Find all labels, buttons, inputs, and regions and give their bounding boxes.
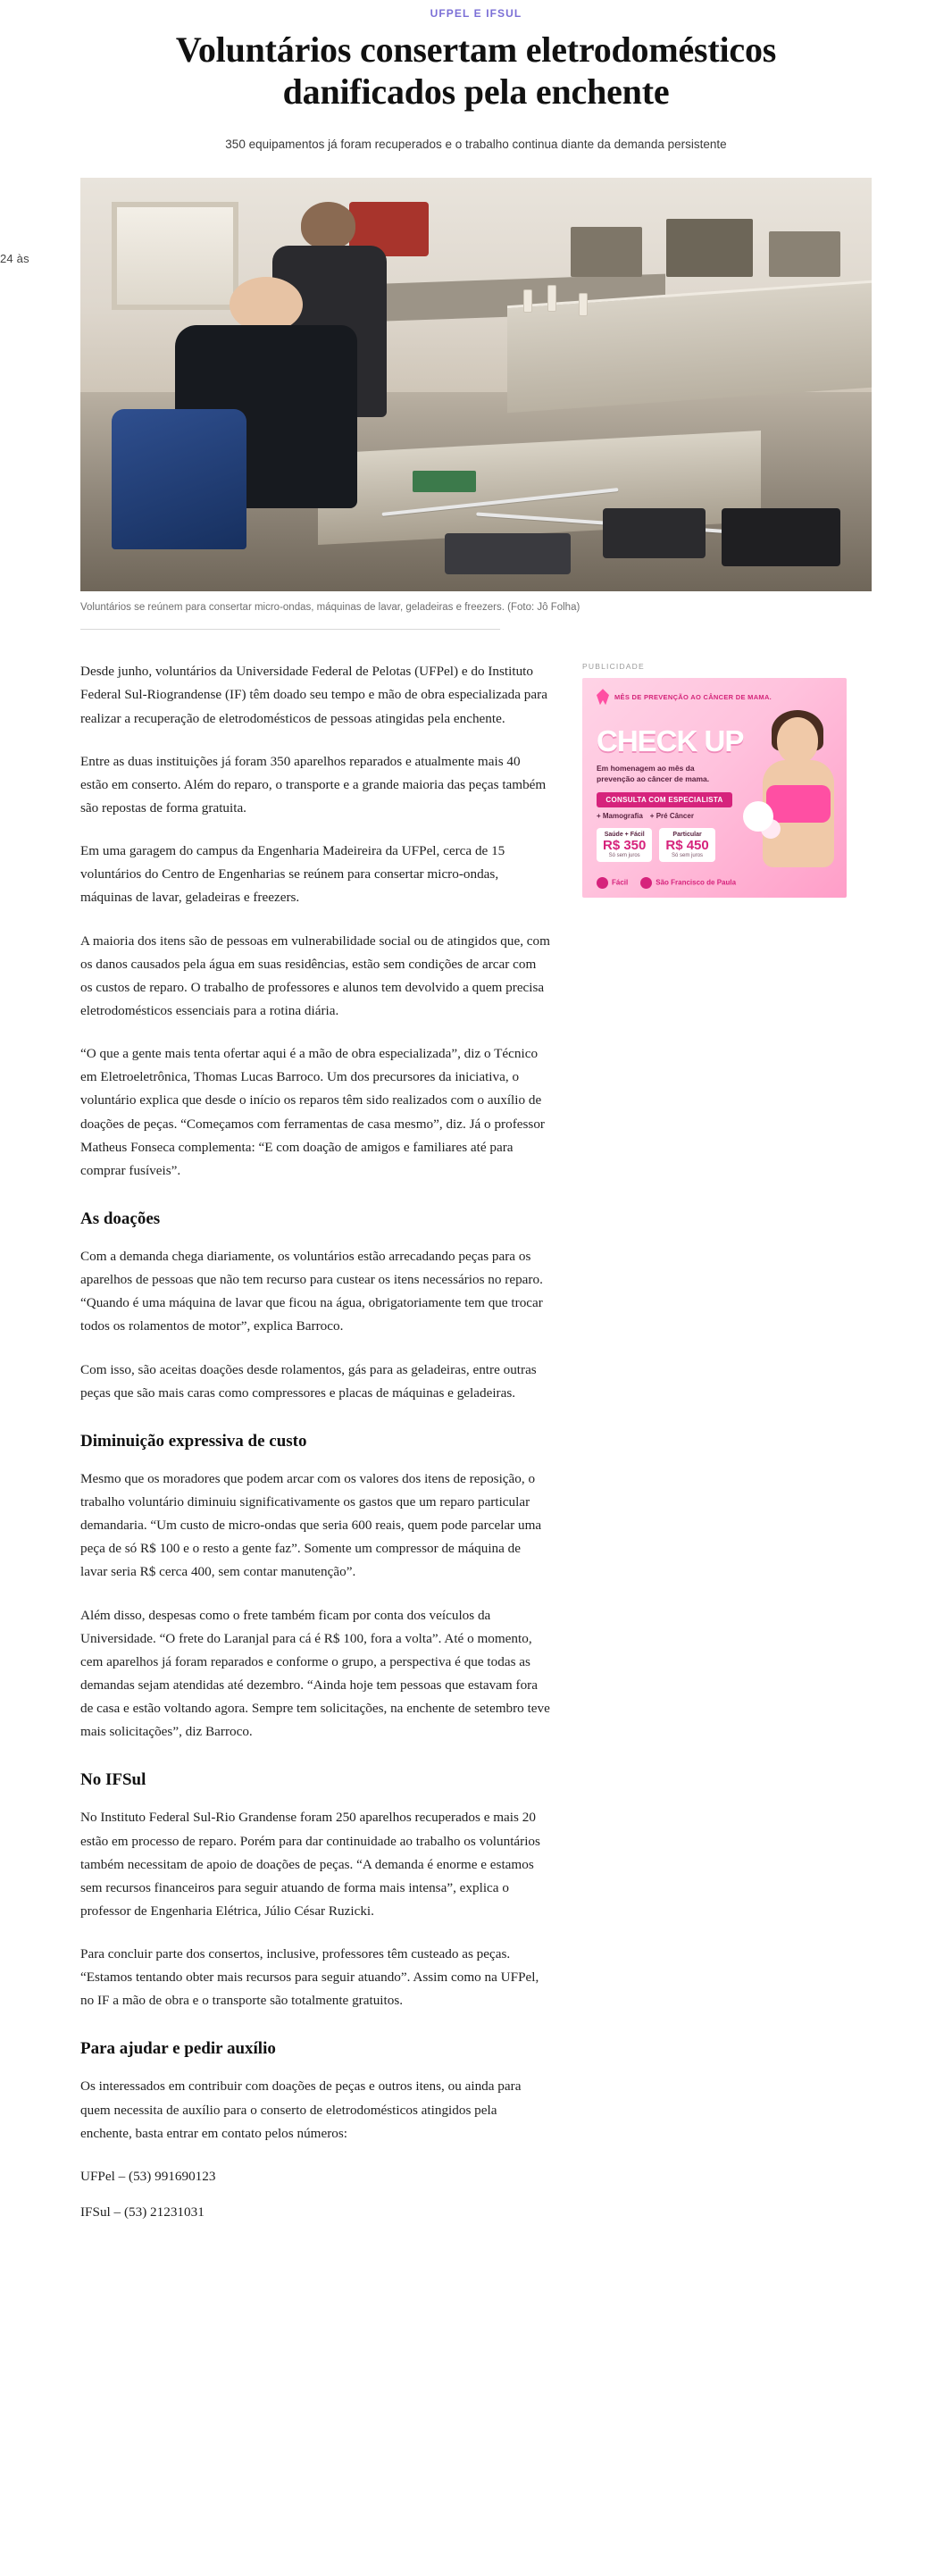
photo-shelf-box-3 [769, 231, 840, 277]
article-paragraph: Com a demanda chega diariamente, os voluntários estão arrecadando peças para os aparelhos de pessoas que não tem recurso para custear os itens necessários no reparo. “Quando é uma máquina de lavar que ficou na água, obrigatoriamente tem que trocar todos os rolamentos de motor”, explica Barroco. [80, 1248, 543, 1334]
photo-bottle-1 [523, 289, 532, 313]
ad-model-top [766, 785, 831, 823]
photo-circuit-board [413, 471, 476, 491]
ad-price-value: R$ 350 [603, 838, 647, 854]
photo-appliance-3 [445, 533, 572, 574]
ad-price-label: Saúde + Fácil [604, 832, 645, 839]
sidebar-advertisement [582, 660, 847, 898]
article-kicker[interactable]: UFPEL E IFSUL [430, 7, 522, 20]
section-heading-ifsul: No IFSul [80, 1770, 146, 1790]
ad-price-value: R$ 450 [665, 838, 709, 854]
ad-price-sub: Só sem juros [608, 853, 640, 859]
ad-tagline: Em homenagem ao mês da prevenção ao câncer de mama. [597, 764, 710, 783]
ad-brand-sfp [640, 877, 736, 889]
brand-dot-icon [640, 877, 652, 889]
article-paragraph: Mesmo que os moradores que podem arcar com os valores dos itens de reposição, o trabalho voluntário diminuiu significativamente os gastos que um reparo particular demandaria. “Um custo de micro-ondas que seria 600 reais, quem pode parcelar uma peça de só R$ 100 e o resto a gente faz”. Somente um compressor de máquina de lavar seria R$ cerca 400, sem contar manutenção”. [80, 1470, 542, 1580]
contact-ifsul: IFSul – (53) 21231031 [80, 2204, 205, 2221]
article-paragraph: Entre as duas instituições já foram 350 aparelhos reparados e atualmente mais 40 estão em conserto. Além do reparo, o transporte e a grande maioria das peças também são repostas de forma gratuita. [80, 753, 547, 815]
article-body-column [80, 660, 550, 929]
article-paragraph: Para concluir parte dos consertos, inclusive, professores têm custeado as peças. “Estamos tentando obter mais recursos para seguir atuando”. Assim como na UFPel, no IF a mão de obra e o transporte são totalmente gratuitos. [80, 1946, 539, 2009]
ad-model-illustration [747, 708, 847, 898]
ad-brand-label: Fácil [612, 878, 629, 887]
section-heading-help: Para ajudar e pedir auxílio [80, 2039, 276, 2059]
ad-title: CHECK UP [597, 724, 744, 758]
photo-shelf-box-1 [571, 227, 642, 277]
brand-dot-icon [597, 877, 608, 889]
article-paragraph: Os interessados em contribuir com doações de peças e outros itens, ou ainda para quem necessita de auxílio para o conserto de eletrodomésticos atingidos pela enchente, basta entrar em contato pelos números: [80, 2078, 522, 2141]
ad-exam-item: + Mamografia [597, 812, 643, 821]
article-photo [80, 178, 872, 591]
ad-brand-label: São Francisco de Paula [656, 878, 737, 887]
ad-cta-button[interactable]: CONSULTA COM ESPECIALISTA [597, 792, 732, 807]
section-heading-cost: Diminuição expressiva de custo [80, 1431, 307, 1451]
ad-brand-logos [597, 877, 736, 889]
ad-price-sub: Só sem juros [672, 853, 704, 859]
ad-price-group [597, 828, 741, 862]
photo-shelf-box-2 [666, 219, 753, 277]
article-paragraph: “O que a gente mais tenta ofertar aqui é a mão de obra especializada”, diz o Técnico em Eletroeletrônica, Thomas Lucas Barroco. Um dos precursores da iniciativa, o voluntário explica que desde o início os reparos têm sido realizados com o auxílio de doações de peças. “Começamos com ferramentas de casa mesmo”, diz. Já o professor Matheus Fonseca complementa: “E com doação de amigos e familiares até para comprar fusíveis”. [80, 1046, 545, 1178]
contact-ufpel: UFPel – (53) 991690123 [80, 2168, 216, 2184]
photo-bottle-3 [579, 293, 588, 316]
ad-price-label: Particular [672, 832, 702, 839]
article-paragraph: Com isso, são aceitas doações desde rolamentos, gás para as geladeiras, entre outras peças que são mais caras como compressores e placas de máquinas e geladeiras. [80, 1361, 537, 1401]
ad-price-card [659, 828, 714, 862]
ad-exams-list [597, 812, 732, 820]
article-continuation [0, 930, 952, 2225]
article-paragraph: Desde junho, voluntários da Universidade Federal de Pelotas (UFPel) e do Instituto Federal Sul-Riograndense (IF) têm doado seu tempo e mão de obra especializada para realizar a recuperação de eletrodomésticos de pessoas atingidas pela enchente. [80, 664, 547, 726]
article-standfirst: 350 equipamentos já foram recuperados e o trabalho continua diante da demanda persistente [225, 138, 727, 152]
contact-list [80, 2165, 550, 2224]
ad-ribbon-text: MÊS DE PREVENÇÃO AO CÂNCER DE MAMA. [614, 692, 772, 701]
photo-caption: Voluntários se reúnem para consertar micro-ondas, máquinas de lavar, geladeiras e freezers. (Foto: Jô Folha) [80, 601, 580, 613]
section-heading-donations: As doações [80, 1209, 161, 1228]
photo-appliance-1 [603, 508, 706, 558]
article-figure [0, 178, 952, 631]
edge-timestamp-note: 24 às [0, 252, 29, 265]
ad-exam-item: + Pré Câncer [649, 812, 694, 821]
article-paragraph: Em uma garagem do campus da Engenharia Madeireira da UFPel, cerca de 15 voluntários do Centro de Engenharias se reúnem para consertar micro-ondas, máquinas de lavar, geladeiras e freezers. [80, 843, 505, 906]
ad-price-card [597, 828, 652, 862]
article-content [0, 7, 952, 2224]
article-wide-column [80, 930, 550, 2225]
photo-blue-chair [112, 409, 246, 549]
pink-ribbon-icon [597, 689, 609, 705]
article-paragraph: A maioria dos itens são de pessoas em vulnerabilidade social ou de atingidos que, com os danos causados pela água em suas residências, estão sem condições de arcar com os custos de reparo. O trabalho de professores e alunos tem devolvido a quem precisa eletrodomésticos essenciais para a rotina diária. [80, 933, 550, 1018]
photo-seated-volunteer-head [230, 277, 303, 332]
article-paragraph: Além disso, despesas como o frete também ficam por conta dos veículos da Universidade. “O frete do Laranjal para cá é R$ 100, fora a volta”. Até o momento, cem aparelhos já foram reparados e conforme o grupo, a perspectiva é que todas as demandas sejam atendidas até dezembro. “Ainda hoje tem pessoas que estavam fora de casa e estão voltando agora. Sempre tem solicitações, na enchente de setembro teve mais solicitações”, diz Barroco. [80, 1607, 550, 1740]
ad-brand-facil [597, 877, 628, 889]
article-paragraph: No Instituto Federal Sul-Rio Grandense foram 250 aparelhos recuperados e mais 20 estão em processo de reparo. Porém para dar continuidade ao trabalho os voluntários também necessitam de apoio de doações de peças. “A demanda é enorme e estamos sem recursos financeiros para seguir atuando de forma mais intensa”, explica o professor de Engenharia Elétrica, Júlio César Ruzicki. [80, 1810, 540, 1919]
ad-banner[interactable] [582, 678, 847, 898]
ad-ribbon-group [597, 689, 772, 705]
ad-model-head [777, 717, 818, 764]
ad-label: PUBLICIDADE [582, 662, 645, 672]
photo-bottle-2 [547, 285, 556, 312]
photo-appliance-2 [722, 508, 840, 566]
article-body-with-aside [0, 630, 952, 929]
page-title: Voluntários consertam eletrodomésticos danificados pela enchente [175, 29, 777, 113]
photo-standing-volunteer-head [301, 202, 355, 249]
